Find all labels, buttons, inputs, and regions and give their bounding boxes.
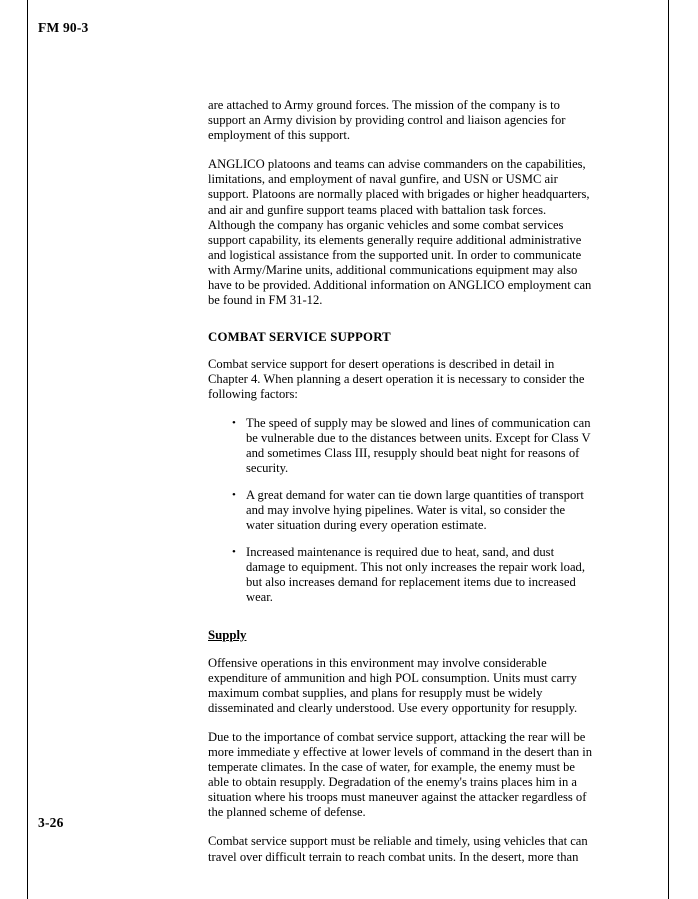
page-number: 3-26 xyxy=(38,815,64,830)
page-right-border xyxy=(668,0,669,899)
css-factor-list xyxy=(208,416,596,606)
paragraph-supply-vehicles: Combat service support must be reliable and timely, using vehicles that can travel over difficult terrain to reach combat units. In the desert, more than xyxy=(208,834,588,864)
list-item-text: The speed of supply may be slowed and lines of communication can be vulnerable due to the distances between units. Except for Class V and sometimes Class III, resupply should beat night for reasons of security. xyxy=(246,415,591,475)
list-item-text: Increased maintenance is required due to heat, sand, and dust damage to equipment. This not only increases the repair work load, but also increases demand for replacement items due to increased wear. xyxy=(246,545,586,605)
list-item xyxy=(208,416,596,476)
heading-combat-service-support: COMBAT SERVICE SUPPORT xyxy=(208,330,391,345)
document-header: FM 90-3 xyxy=(38,20,89,35)
heading-supply: Supply xyxy=(208,627,247,642)
paragraph-supply-rear-attack: Due to the importance of combat service support, attacking the rear will be more immediate y effective at lower levels of command in the desert than in temperate climates. In the case of water, for example, the enemy must be able to obtain resupply. Degradation of the enemy's trains places him in a situation where his troops must maneuver against the attacker regardless of the planned scheme of defense. xyxy=(208,729,593,820)
paragraph-css-intro: Combat service support for desert operations is described in detail in Chapter 4. When planning a desert operation it is necessary to consider the following factors: xyxy=(208,357,585,402)
paragraph-continuation: are attached to Army ground forces. The mission of the company is to support an Army division by providing control and liaison agencies for employment of this support. xyxy=(208,98,566,143)
page-content xyxy=(208,98,596,879)
bullet-icon: • xyxy=(232,416,236,429)
bullet-icon: • xyxy=(232,488,236,501)
list-item xyxy=(208,488,596,533)
bullet-icon: • xyxy=(232,546,236,559)
list-item xyxy=(208,545,596,605)
list-item-text: A great demand for water can tie down large quantities of transport and may involve hying pipelines. Water is vital, so consider the water situation during every operation estimate. xyxy=(246,487,584,533)
paragraph-anglico: ANGLICO platoons and teams can advise commanders on the capabilities, limitations, and employment of naval gunfire, and USN or USMC air support. Platoons are normally placed with brigades or higher headquarters, and air and gunfire support teams placed with battalion task forces. Although the company has organic vehicles and some combat services support capability, its elements generally require additional administrative and logistical assistance from the supported unit. In order to communicate with Army/Marine units, additional communications equipment may also have to be provided. Additional information on ANGLICO employment can be found in FM 31-12. xyxy=(208,157,592,308)
paragraph-supply-offensive: Offensive operations in this environment may involve considerable expenditure of ammunition and high POL consumption. Units must carry maximum combat supplies, and plans for resupply must be widely disseminated and clearly understood. Use every opportunity for resupply. xyxy=(208,655,578,715)
page-left-border xyxy=(27,0,28,899)
